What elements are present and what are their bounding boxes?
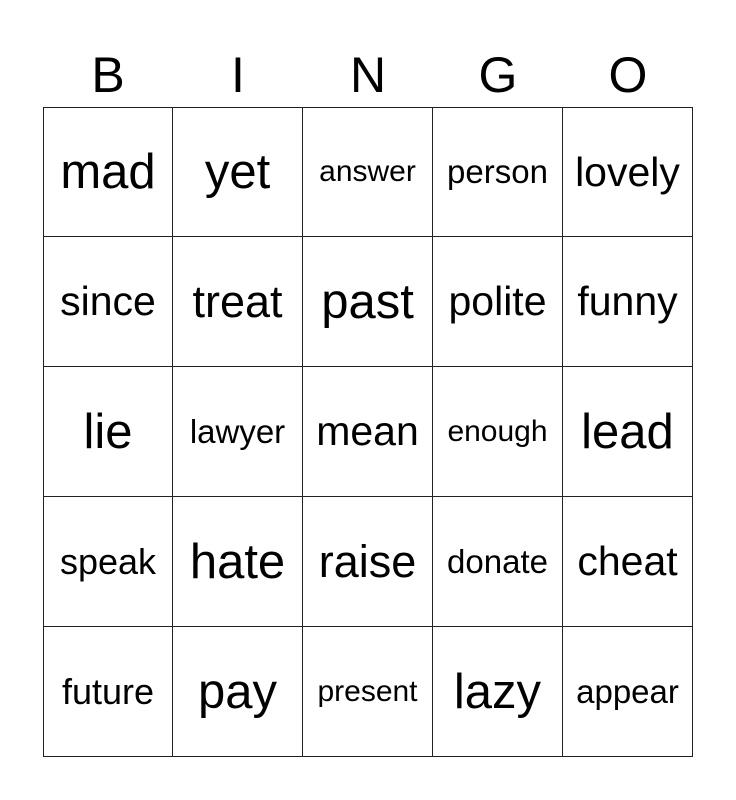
- bingo-cell[interactable]: cheat: [563, 497, 693, 627]
- bingo-cell[interactable]: lawyer: [173, 367, 303, 497]
- bingo-cell[interactable]: mean: [303, 367, 433, 497]
- header-letter-g: G: [478, 47, 518, 103]
- bingo-cell[interactable]: answer: [303, 107, 433, 237]
- bingo-cell[interactable]: lead: [563, 367, 693, 497]
- bingo-cell[interactable]: speak: [43, 497, 173, 627]
- bingo-cell[interactable]: donate: [433, 497, 563, 627]
- bingo-cell[interactable]: treat: [173, 237, 303, 367]
- bingo-cell[interactable]: raise: [303, 497, 433, 627]
- bingo-cell[interactable]: pay: [173, 627, 303, 757]
- bingo-cell[interactable]: future: [43, 627, 173, 757]
- header-letter-n: N: [349, 47, 387, 103]
- bingo-cell[interactable]: present: [303, 627, 433, 757]
- bingo-cell[interactable]: past: [303, 237, 433, 367]
- header-letter-i: I: [231, 47, 245, 103]
- header-letter-o: O: [608, 47, 648, 103]
- bingo-cell[interactable]: enough: [433, 367, 563, 497]
- bingo-cell[interactable]: funny: [563, 237, 693, 367]
- bingo-cell[interactable]: mad: [43, 107, 173, 237]
- bingo-cell[interactable]: person: [433, 107, 563, 237]
- bingo-cell[interactable]: yet: [173, 107, 303, 237]
- bingo-cell[interactable]: lazy: [433, 627, 563, 757]
- bingo-header: [43, 42, 693, 108]
- bingo-cell[interactable]: hate: [173, 497, 303, 627]
- bingo-cell[interactable]: lie: [43, 367, 173, 497]
- header-letter-b: B: [91, 47, 125, 103]
- bingo-cell[interactable]: lovely: [563, 107, 693, 237]
- bingo-cell[interactable]: since: [43, 237, 173, 367]
- bingo-cell[interactable]: polite: [433, 237, 563, 367]
- bingo-board: [43, 107, 693, 757]
- bingo-cell[interactable]: appear: [563, 627, 693, 757]
